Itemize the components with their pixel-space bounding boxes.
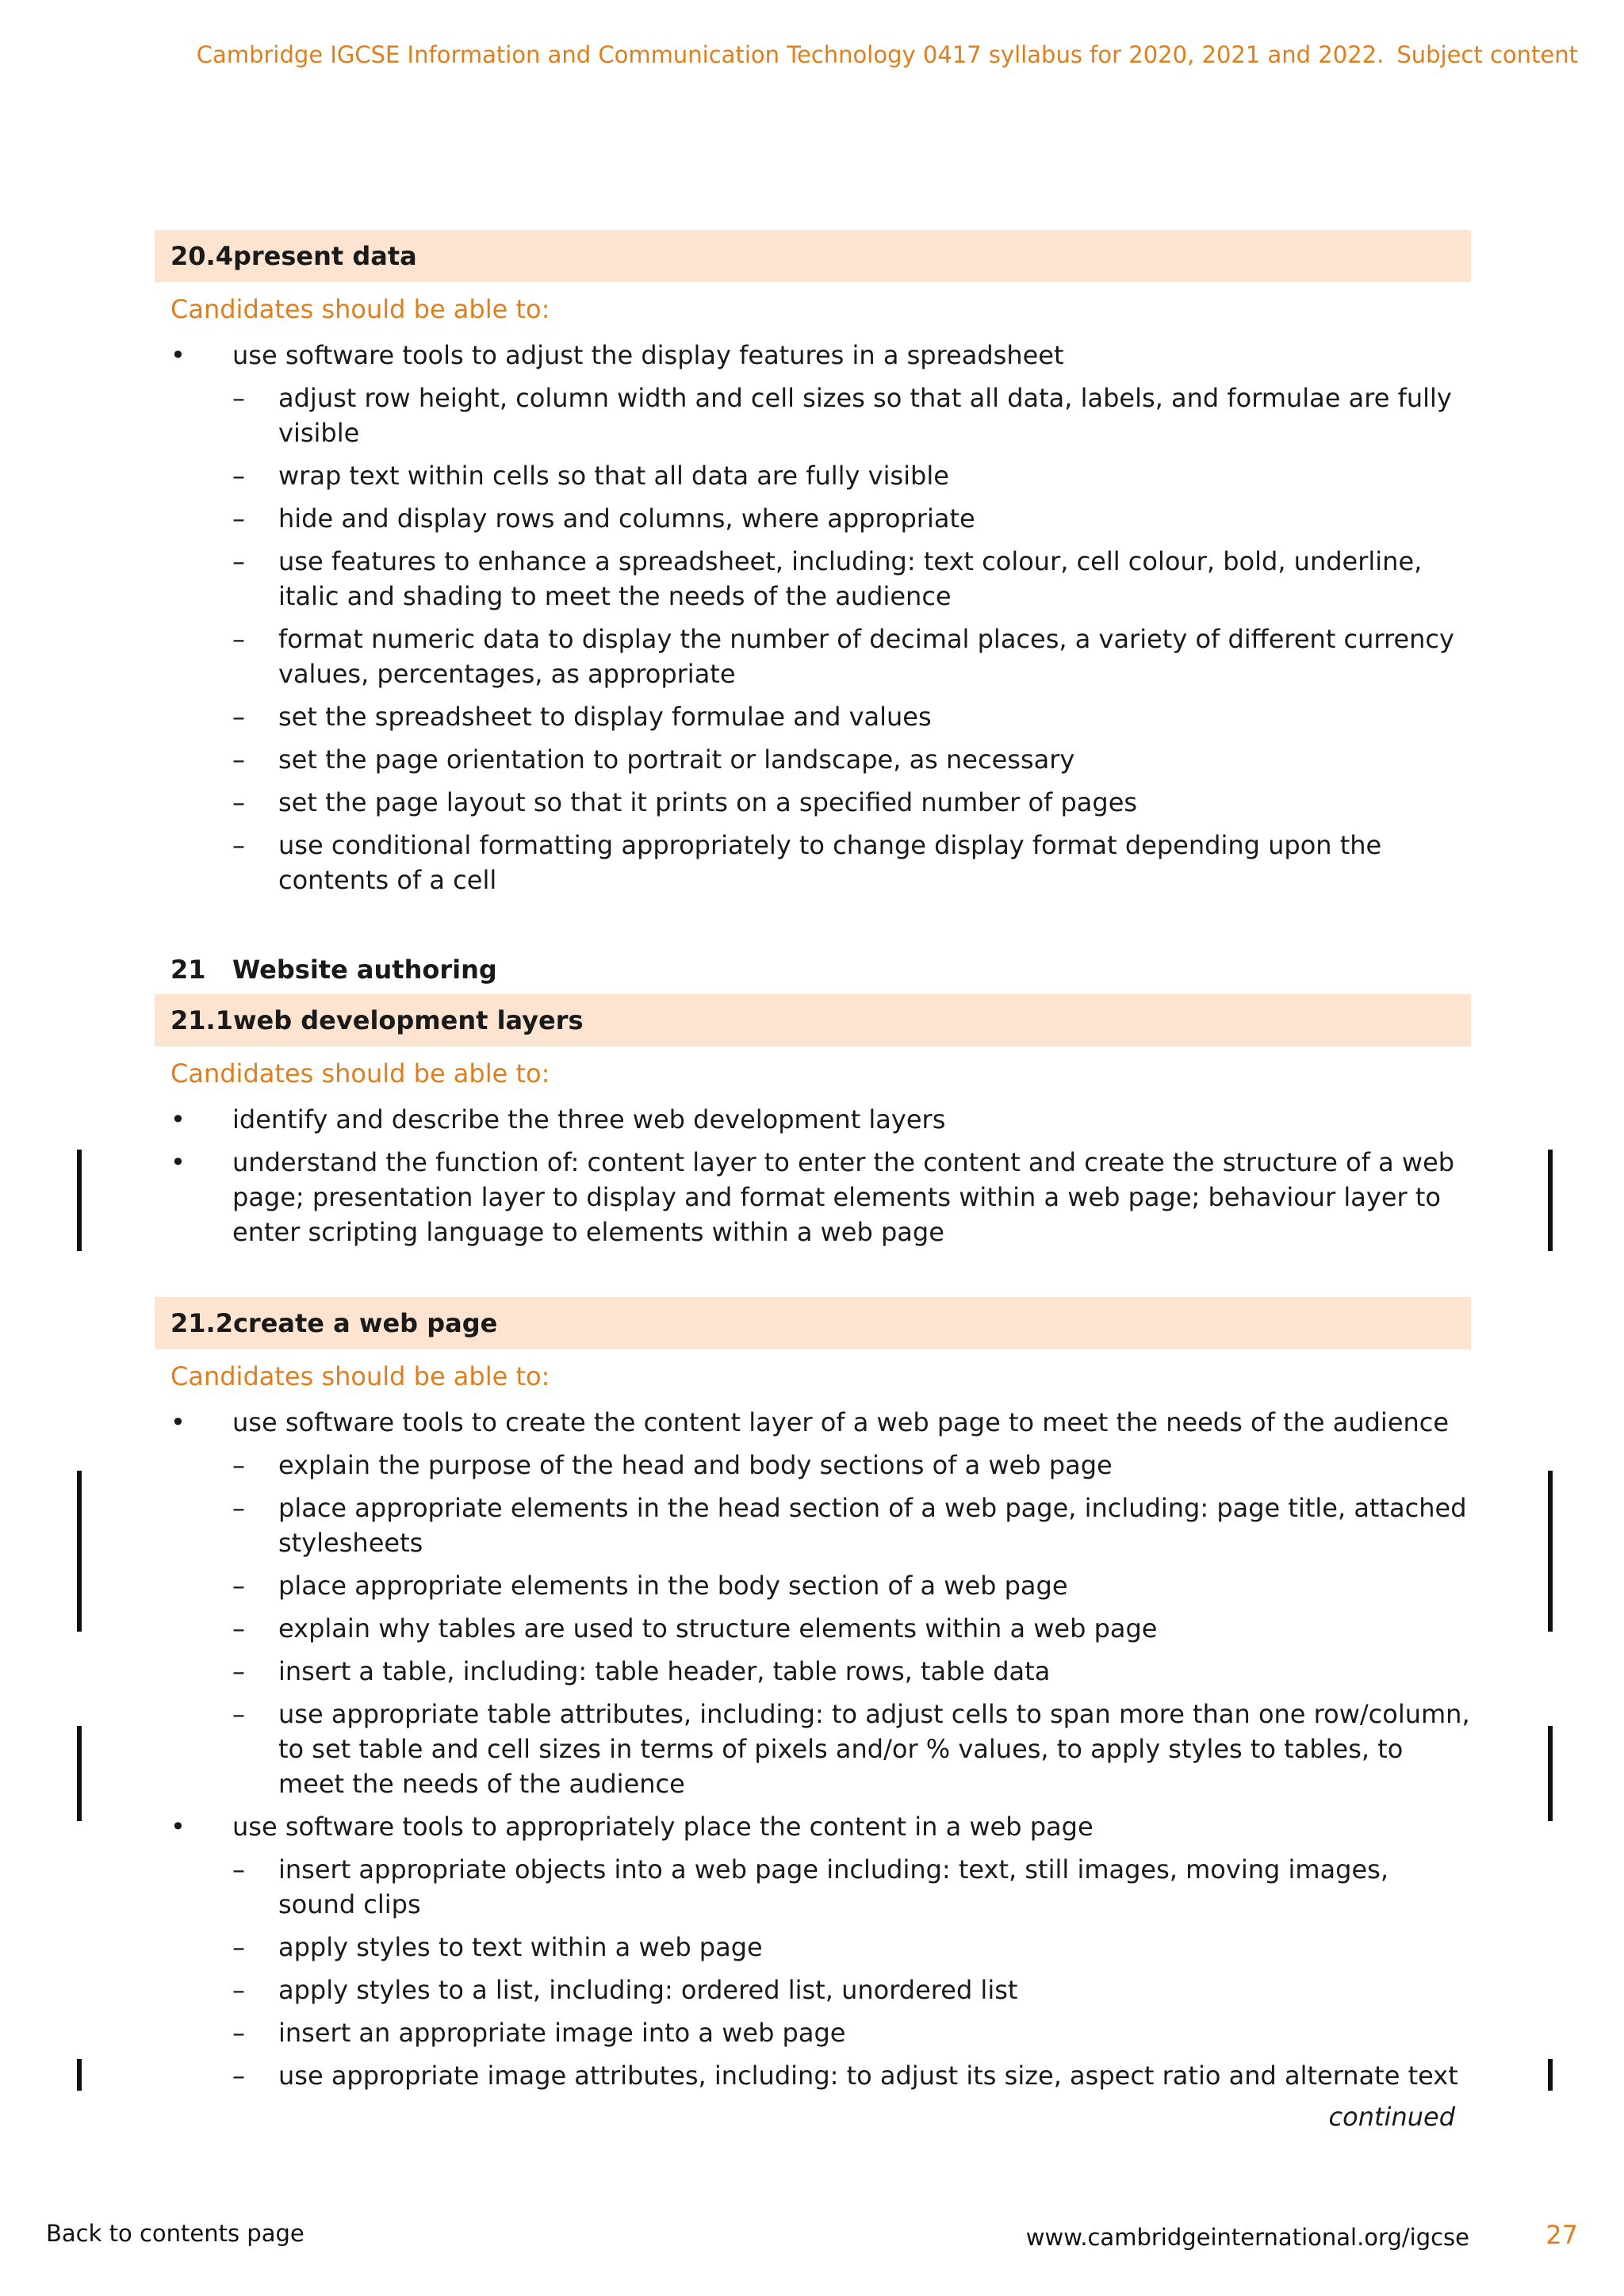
dash-icon: – bbox=[232, 1854, 245, 1885]
dash-icon: – bbox=[232, 1975, 245, 2005]
section-20-4 bbox=[155, 230, 1471, 897]
sub-item-text: set the page orientation to portrait or landscape, as necessary bbox=[278, 744, 1075, 775]
sub-item-text: hide and display rows and columns, where appropriate bbox=[278, 503, 975, 534]
sub-item bbox=[232, 2058, 1471, 2093]
sub-item bbox=[232, 785, 1471, 820]
sub-item-text: apply styles to text within a web page bbox=[278, 1932, 763, 1962]
sub-item bbox=[232, 1568, 1471, 1603]
dash-icon: – bbox=[232, 2018, 245, 2048]
sub-item bbox=[232, 544, 1471, 614]
section-21-1 bbox=[155, 994, 1471, 1249]
candidates-intro: Candidates should be able to: bbox=[170, 294, 550, 324]
dash-icon: – bbox=[232, 503, 245, 534]
sub-item-text: format numeric data to display the number of decimal places, a variety of different currency values, percentages, as appropriate bbox=[278, 624, 1454, 689]
sub-item-text: insert appropriate objects into a web page including: text, still images, moving images, sound clips bbox=[278, 1854, 1388, 1919]
section-title: present data bbox=[232, 241, 417, 271]
bullet-text: use software tools to create the content layer of a web page to meet the needs of the audience bbox=[232, 1407, 1450, 1437]
sub-item bbox=[232, 1852, 1471, 1922]
sub-item bbox=[232, 742, 1471, 777]
sub-item bbox=[232, 622, 1471, 691]
change-bar-right bbox=[1548, 1726, 1553, 1821]
sub-list bbox=[232, 1448, 1471, 1801]
section-number: 21.2 bbox=[170, 1308, 233, 1338]
bullet-item bbox=[155, 1809, 1471, 2093]
page-header bbox=[197, 41, 1578, 68]
bullet-text: identify and describe the three web development layers bbox=[232, 1104, 946, 1135]
sub-item bbox=[232, 1448, 1471, 1483]
bullet-list bbox=[155, 1405, 1471, 2093]
bullet-icon: • bbox=[170, 1104, 186, 1135]
sub-item bbox=[232, 1973, 1471, 2007]
bullet-item bbox=[155, 1405, 1471, 1801]
sub-item bbox=[232, 2015, 1471, 2050]
change-bar-right bbox=[1548, 1150, 1553, 1251]
dash-icon: – bbox=[232, 546, 245, 576]
change-bar-left bbox=[77, 1726, 82, 1821]
dash-icon: – bbox=[232, 1571, 245, 1601]
continued-label: continued bbox=[1328, 2102, 1455, 2132]
change-bar-right bbox=[1548, 1471, 1553, 1632]
dash-icon: – bbox=[232, 744, 245, 775]
dash-icon: – bbox=[232, 1932, 245, 1962]
sub-item-text: set the page layout so that it prints on a specified number of pages bbox=[278, 787, 1138, 817]
chapter-heading bbox=[155, 945, 1471, 994]
section-heading bbox=[155, 994, 1471, 1047]
sub-item-text: apply styles to a list, including: ordered list, unordered list bbox=[278, 1975, 1018, 2005]
dash-icon: – bbox=[232, 1613, 245, 1644]
change-bar-left bbox=[77, 1471, 82, 1632]
change-bar-left bbox=[77, 1150, 82, 1251]
sub-item-text: insert a table, including: table header, table rows, table data bbox=[278, 1656, 1051, 1686]
bullet-icon: • bbox=[170, 1407, 186, 1437]
sub-item-text: use conditional formatting appropriately to change display format depending upon the contents of a cell bbox=[278, 830, 1382, 895]
section-number: 20.4 bbox=[170, 241, 233, 271]
header-title: Cambridge IGCSE Information and Communication Technology 0417 syllabus for 2020, 2021 and 2022. bbox=[196, 41, 1385, 68]
dash-icon: – bbox=[232, 1656, 245, 1686]
sub-item-text: wrap text within cells so that all data are fully visible bbox=[278, 461, 949, 491]
chapter-title: Website authoring bbox=[232, 955, 497, 985]
sub-item-text: place appropriate elements in the body section of a web page bbox=[278, 1571, 1068, 1601]
sub-item bbox=[232, 458, 1471, 493]
bullet-item bbox=[155, 1102, 1471, 1137]
dash-icon: – bbox=[232, 702, 245, 732]
sub-item-text: explain the purpose of the head and body sections of a web page bbox=[278, 1450, 1113, 1480]
dash-icon: – bbox=[232, 1699, 245, 1729]
bullet-item bbox=[155, 338, 1471, 897]
dash-icon: – bbox=[232, 624, 245, 654]
sub-item bbox=[232, 1654, 1471, 1689]
bullet-text: understand the function of: content layer to enter the content and create the structure of a web page; presentation layer to display and format elements within a web page; behaviour layer to enter scripting language to elements within a web page bbox=[232, 1147, 1455, 1247]
sub-item bbox=[232, 1490, 1471, 1560]
bullet-text: use software tools to adjust the display features in a spreadsheet bbox=[232, 340, 1064, 370]
sub-item-text: insert an appropriate image into a web page bbox=[278, 2018, 846, 2048]
header-section: Subject content bbox=[1396, 41, 1578, 68]
dash-icon: – bbox=[232, 787, 245, 817]
bullet-icon: • bbox=[170, 1812, 186, 1842]
sub-list bbox=[232, 381, 1471, 897]
dash-icon: – bbox=[232, 1450, 245, 1480]
dash-icon: – bbox=[232, 461, 245, 491]
website-url[interactable]: www.cambridgeinternational.org/igcse bbox=[1025, 2224, 1469, 2251]
sub-item-text: adjust row height, column width and cell sizes so that all data, labels, and formulae are fully visible bbox=[278, 383, 1452, 448]
page-number: 27 bbox=[1545, 2220, 1578, 2250]
sub-item bbox=[232, 1697, 1471, 1801]
section-title: web development layers bbox=[232, 1005, 584, 1035]
bullet-icon: • bbox=[170, 1147, 186, 1177]
candidates-intro: Candidates should be able to: bbox=[170, 1058, 550, 1089]
bullet-icon: • bbox=[170, 340, 186, 370]
dash-icon: – bbox=[232, 1493, 245, 1523]
sub-item bbox=[232, 699, 1471, 734]
sub-item-text: use appropriate table attributes, including: to adjust cells to span more than one row/column, to set table and cell sizes in terms of pixels and/or % values, to apply styles to tables, to meet the needs of the audience bbox=[278, 1699, 1470, 1799]
bullet-item bbox=[155, 1145, 1471, 1249]
section-heading bbox=[155, 1297, 1471, 1349]
sub-item bbox=[232, 381, 1471, 450]
dash-icon: – bbox=[232, 2061, 245, 2091]
dash-icon: – bbox=[232, 383, 245, 413]
back-to-contents-link[interactable]: Back to contents page bbox=[46, 2220, 304, 2247]
sub-list bbox=[232, 1852, 1471, 2093]
bullet-list bbox=[155, 338, 1471, 897]
dash-icon: – bbox=[232, 830, 245, 860]
change-bar-left bbox=[77, 2059, 82, 2091]
sub-item bbox=[232, 501, 1471, 536]
section-heading bbox=[155, 230, 1471, 282]
section-number: 21.1 bbox=[170, 1005, 233, 1035]
sub-item-text: use appropriate image attributes, including: to adjust its size, aspect ratio and alternate text bbox=[278, 2061, 1458, 2091]
bullet-text: use software tools to appropriately place the content in a web page bbox=[232, 1812, 1094, 1842]
section-21-2 bbox=[155, 1297, 1471, 2134]
candidates-intro: Candidates should be able to: bbox=[170, 1361, 550, 1391]
sub-item-text: set the spreadsheet to display formulae and values bbox=[278, 702, 932, 732]
sub-item-text: use features to enhance a spreadsheet, including: text colour, cell colour, bold, underline, italic and shading to meet the needs of the audience bbox=[278, 546, 1423, 611]
chapter-number: 21 bbox=[170, 955, 206, 985]
bullet-list bbox=[155, 1102, 1471, 1249]
sub-item-text: explain why tables are used to structure elements within a web page bbox=[278, 1613, 1158, 1644]
change-bar-right bbox=[1548, 2059, 1553, 2091]
sub-item bbox=[232, 1611, 1471, 1646]
section-title: create a web page bbox=[232, 1308, 498, 1338]
sub-item-text: place appropriate elements in the head section of a web page, including: page title, attached stylesheets bbox=[278, 1493, 1467, 1558]
sub-item bbox=[232, 1930, 1471, 1965]
page-content bbox=[155, 230, 1471, 2134]
sub-item bbox=[232, 828, 1471, 897]
